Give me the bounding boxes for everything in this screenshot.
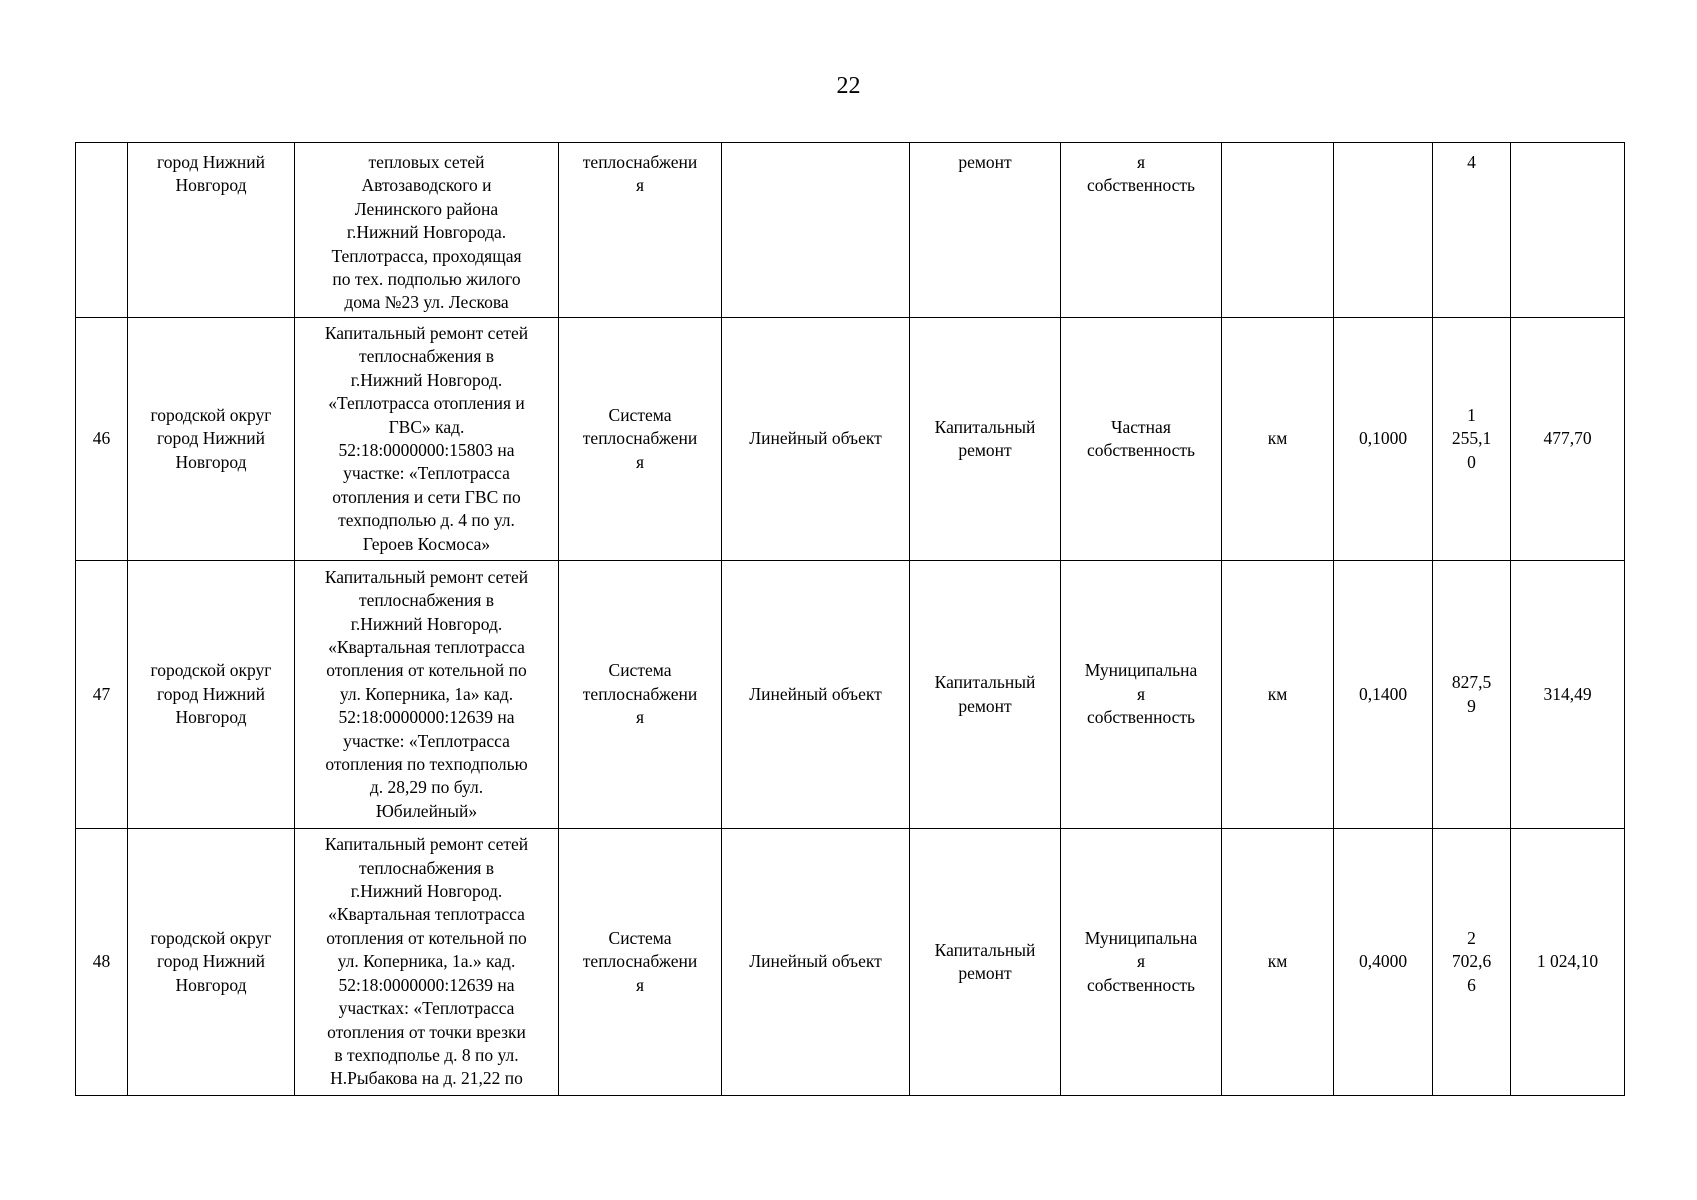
- cell-ownership: Муниципальна я собственность: [1061, 829, 1222, 1096]
- cell-ownership: Частная собственность: [1061, 318, 1222, 561]
- cell-num: [76, 143, 128, 318]
- cell-type: Линейный объект: [722, 829, 910, 1096]
- works-table: [75, 142, 1625, 1096]
- cell-object: Капитальный ремонт сетей теплоснабжения в г.Нижний Новгород. «Квартальная теплотрасса отопления от котельной по ул. Коперника, 1а» кад. 52:18:0000000:12639 на участке: «Теплотрасса отопления по техподполью д. 28,29 по бул. Юбилейный»: [295, 561, 559, 829]
- cell-total: 1 024,10: [1511, 829, 1625, 1096]
- cell-type: [722, 143, 910, 318]
- page-number: 22: [836, 73, 861, 99]
- cell-work: Капитальный ремонт: [910, 561, 1061, 829]
- cell-municipality: городской округ город Нижний Новгород: [128, 829, 295, 1096]
- cell-cost: 2 702,6 6: [1433, 829, 1511, 1096]
- cell-municipality: городской округ город Нижний Новгород: [128, 561, 295, 829]
- cell-cost: 4: [1433, 143, 1511, 318]
- cell-system: Система теплоснабжени я: [559, 318, 722, 561]
- cell-object: Капитальный ремонт сетей теплоснабжения в г.Нижний Новгород. «Теплотрасса отопления и ГВС» кад. 52:18:0000000:15803 на участке: «Теплотрасса отопления и сети ГВС по техподполью д. 4 по ул. Героев Космоса»: [295, 318, 559, 561]
- cell-work: Капитальный ремонт: [910, 318, 1061, 561]
- cell-length: [1334, 143, 1433, 318]
- cell-num: 48: [76, 829, 128, 1096]
- cell-length: 0,1000: [1334, 318, 1433, 561]
- cell-work: ремонт: [910, 143, 1061, 318]
- cell-unit: км: [1222, 829, 1334, 1096]
- cell-system: Система теплоснабжени я: [559, 829, 722, 1096]
- cell-unit: [1222, 143, 1334, 318]
- table-row: [76, 561, 1625, 829]
- cell-system: Система теплоснабжени я: [559, 561, 722, 829]
- cell-type: Линейный объект: [722, 318, 910, 561]
- cell-ownership: Муниципальна я собственность: [1061, 561, 1222, 829]
- cell-ownership: я собственность: [1061, 143, 1222, 318]
- table-row: [76, 829, 1625, 1096]
- cell-length: 0,4000: [1334, 829, 1433, 1096]
- cell-object: Капитальный ремонт сетей теплоснабжения в г.Нижний Новгород. «Квартальная теплотрасса отопления от котельной по ул. Коперника, 1а.» кад. 52:18:0000000:12639 на участках: «Теплотрасса отопления от точки врезки в техподполье д. 8 по ул. Н.Рыбакова на д. 21,22 по: [295, 829, 559, 1096]
- cell-length: 0,1400: [1334, 561, 1433, 829]
- cell-municipality: городской округ город Нижний Новгород: [128, 318, 295, 561]
- cell-num: 46: [76, 318, 128, 561]
- cell-municipality: город Нижний Новгород: [128, 143, 295, 318]
- cell-cost: 827,5 9: [1433, 561, 1511, 829]
- cell-work: Капитальный ремонт: [910, 829, 1061, 1096]
- cell-system: теплоснабжени я: [559, 143, 722, 318]
- cell-total: 477,70: [1511, 318, 1625, 561]
- cell-num: 47: [76, 561, 128, 829]
- cell-cost: 1 255,1 0: [1433, 318, 1511, 561]
- cell-total: 314,49: [1511, 561, 1625, 829]
- cell-object: тепловых сетей Автозаводского и Ленинского района г.Нижний Новгорода. Теплотрасса, проходящая по тех. подполью жилого дома №23 ул. Лескова: [295, 143, 559, 318]
- cell-unit: км: [1222, 561, 1334, 829]
- cell-type: Линейный объект: [722, 561, 910, 829]
- table-row: [76, 143, 1625, 318]
- table-row: [76, 318, 1625, 561]
- cell-unit: км: [1222, 318, 1334, 561]
- cell-total: [1511, 143, 1625, 318]
